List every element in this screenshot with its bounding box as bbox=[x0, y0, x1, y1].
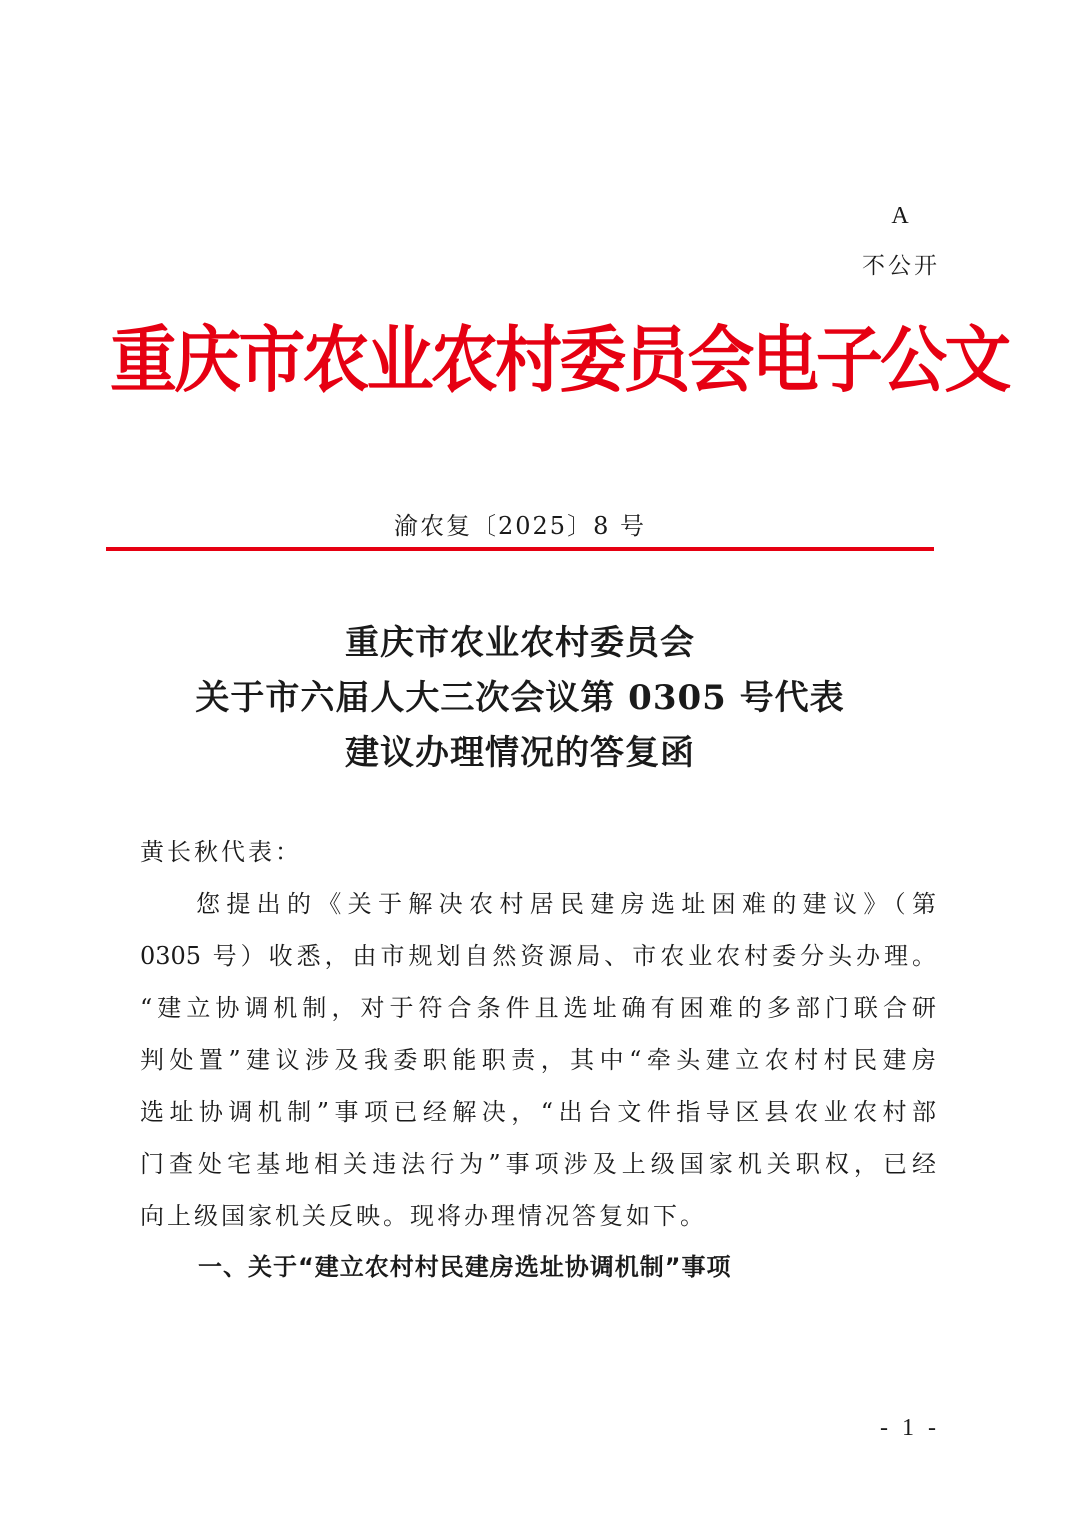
page-number: - 1 - bbox=[880, 1415, 940, 1441]
body-line-7: 向上级国家机关反映。现将办理情况答复如下。 bbox=[140, 1202, 707, 1230]
body-line-2: 0305 号）收悉，由市规划自然资源局、市农业农村委分头办理。 bbox=[140, 942, 936, 970]
body-line-4: 判处置”建议涉及我委职能职责，其中“牵头建立农村村民建房 bbox=[140, 1046, 936, 1074]
document-number: 渝农复〔2025〕8 号 bbox=[394, 512, 646, 540]
section-heading-1: 一、关于“建立农村村民建房选址协调机制”事项 bbox=[198, 1253, 732, 1281]
masthead: 重庆市农业农村委员会电子公文 bbox=[110, 318, 1009, 402]
title-line-3: 建议办理情况的答复函 bbox=[345, 733, 695, 773]
body-line-5: 选址协调机制”事项已经解决，“出台文件指导区县农业农村部 bbox=[140, 1098, 936, 1126]
red-divider-line bbox=[106, 547, 934, 551]
disclosure-status: 不公开 bbox=[862, 253, 940, 279]
body-line-6: 门查处宅基地相关违法行为”事项涉及上级国家机关职权，已经 bbox=[140, 1150, 936, 1178]
body-line-3: “建立协调机制，对于符合条件且选址确有困难的多部门联合研 bbox=[140, 994, 936, 1022]
title-line-1: 重庆市农业农村委员会 bbox=[345, 623, 695, 663]
document-grade: A bbox=[891, 203, 909, 229]
salutation: 黄长秋代表： bbox=[140, 838, 302, 866]
document-title bbox=[106, 616, 934, 781]
title-line-2: 关于市六届人大三次会议第 0305 号代表 bbox=[195, 678, 845, 718]
body-line-1: 您提出的《关于解决农村居民建房选址困难的建议》（第 bbox=[196, 890, 936, 918]
